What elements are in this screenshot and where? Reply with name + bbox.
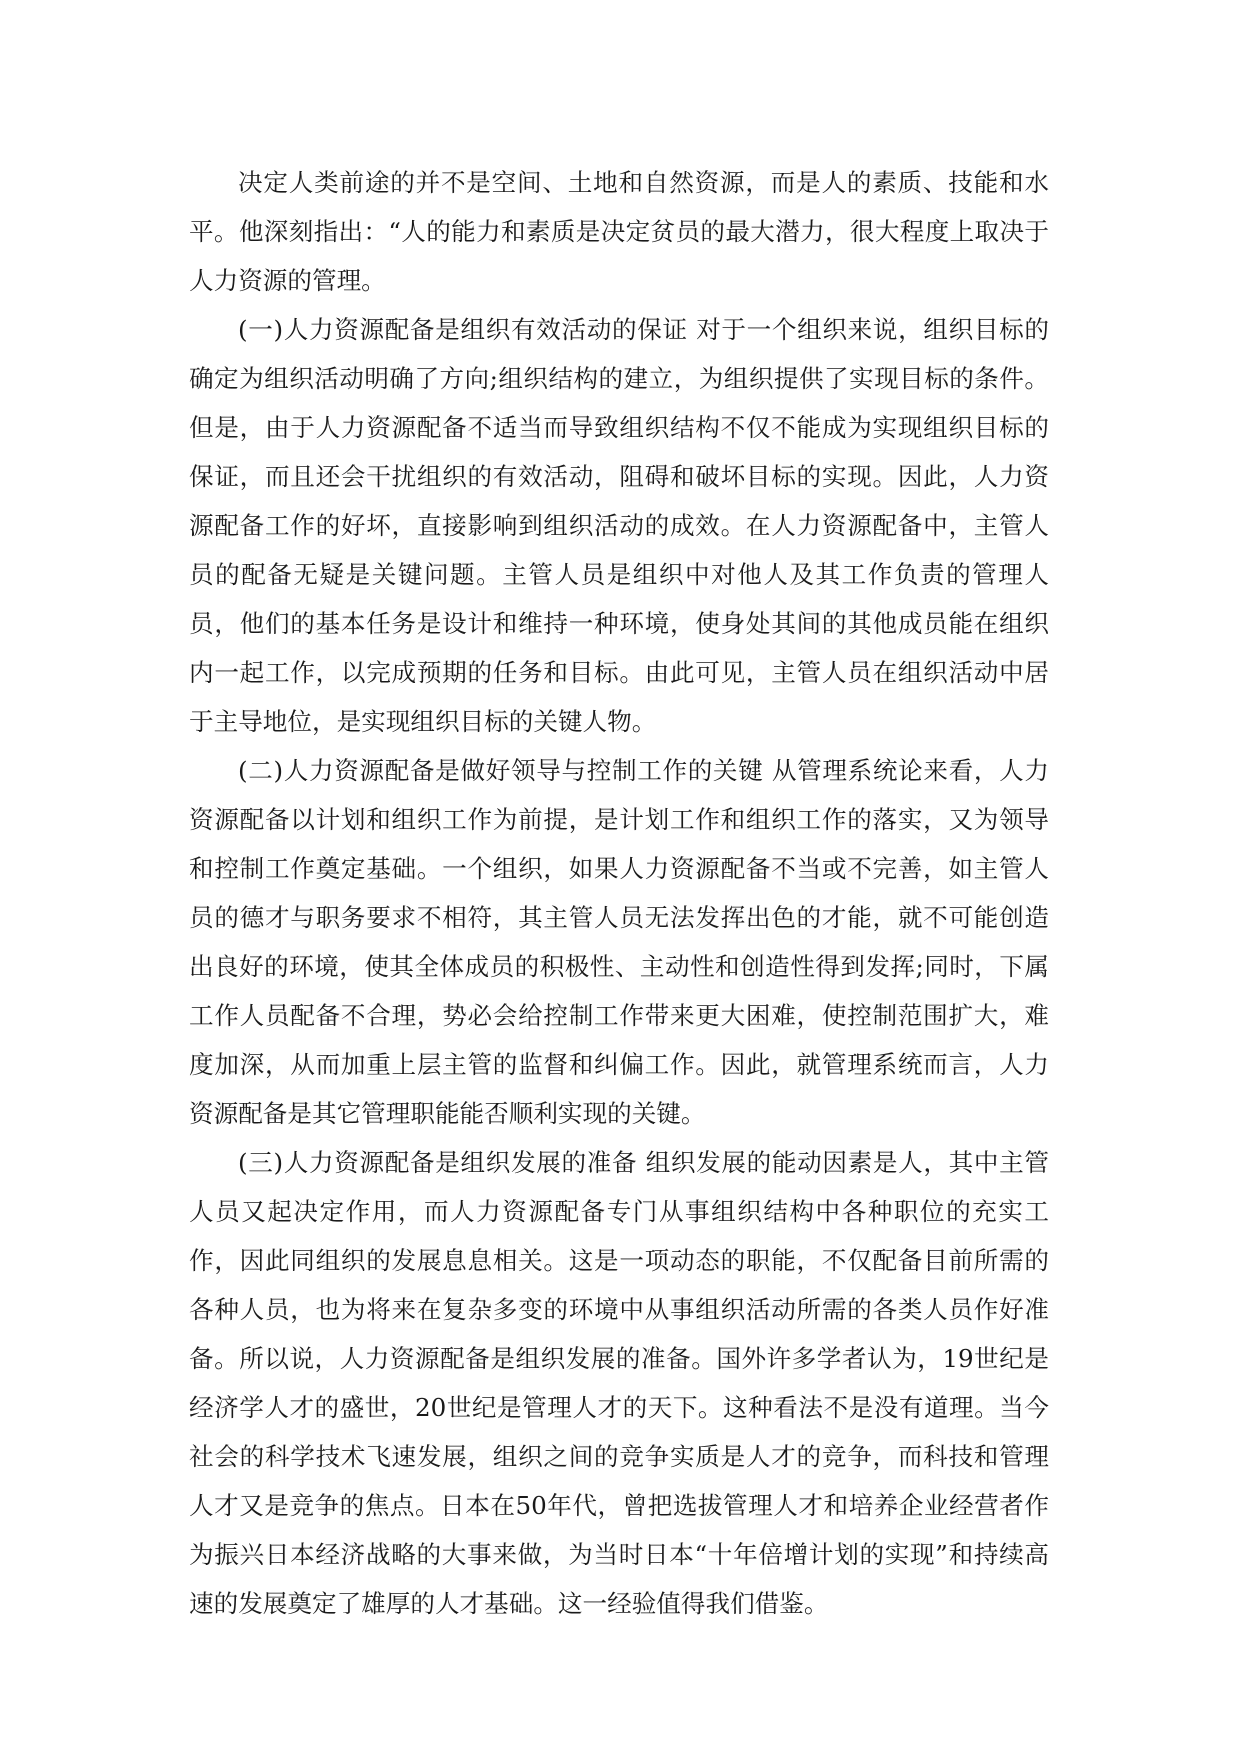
paragraph-section-1 — [189, 305, 1049, 746]
paragraph-section-3 — [189, 1138, 1049, 1628]
paragraph-text: 决定人类前途的并不是空间、土地和自然资源，而是人的素质、技能和水平。他深刻指出：“人的能力和素质是决定贫员的最大潜力，很大程度上取决于人力资源的管理。 — [189, 168, 1049, 295]
section-heading: (二)人力资源配备是做好领导与控制工作的关键 — [238, 756, 764, 785]
paragraph-text: 对于一个组织来说，组织目标的确定为组织活动明确了方向;组织结构的建立，为组织提供了实现目标的条件。但是，由于人力资源配备不适当而导致组织结构不仅不能成为实现组织目标的保证，而且还会干扰组织的有效活动，阻碍和破坏目标的实现。因此，人力资源配备工作的好坏，直接影响到组织活动的成效。在人力资源配备中，主管人员的配备无疑是关键问题。主管人员是组织中对他人及其工作负责的管理人员，他们的基本任务是设计和维持一种环境，使身处其间的其他成员能在组织内一起工作，以完成预期的任务和目标。由此可见，主管人员在组织活动中居于主导地位，是实现组织目标的关键人物。 — [189, 315, 1049, 736]
paragraph-intro — [189, 158, 1049, 305]
section-heading: (三)人力资源配备是组织发展的准备 — [238, 1148, 638, 1177]
document-body — [189, 158, 1049, 1628]
section-heading: (一)人力资源配备是组织有效活动的保证 — [238, 315, 688, 344]
paragraph-text: 从管理系统论来看，人力资源配备以计划和组织工作为前提，是计划工作和组织工作的落实，又为领导和控制工作奠定基础。一个组织，如果人力资源配备不当或不完善，如主管人员的德才与职务要求不相符，其主管人员无法发挥出色的才能，就不可能创造出良好的环境，使其全体成员的积极性、主动性和创造性得到发挥;同时，下属工作人员配备不合理，势必会给控制工作带来更大困难，使控制范围扩大，难度加深，从而加重上层主管的监督和纠偏工作。因此，就管理系统而言，人力资源配备是其它管理职能能否顺利实现的关键。 — [189, 756, 1049, 1128]
paragraph-section-2 — [189, 746, 1049, 1138]
paragraph-text: 组织发展的能动因素是人，其中主管人员又起决定作用，而人力资源配备专门从事组织结构中各种职位的充实工作，因此同组织的发展息息相关。这是一项动态的职能，不仅配备目前所需的各种人员，也为将来在复杂多变的环境中从事组织活动所需的各类人员作好准备。所以说，人力资源配备是组织发展的准备。国外许多学者认为，19世纪是经济学人才的盛世，20世纪是管理人才的天下。这种看法不是没有道理。当今社会的科学技术飞速发展，组织之间的竞争实质是人才的竞争，而科技和管理人才又是竞争的焦点。日本在50年代，曾把选拔管理人才和培养企业经营者作为振兴日本经济战略的大事来做，为当时日本“十年倍增计划的实现”和持续高速的发展奠定了雄厚的人才基础。这一经验值得我们借鉴。 — [189, 1148, 1049, 1618]
